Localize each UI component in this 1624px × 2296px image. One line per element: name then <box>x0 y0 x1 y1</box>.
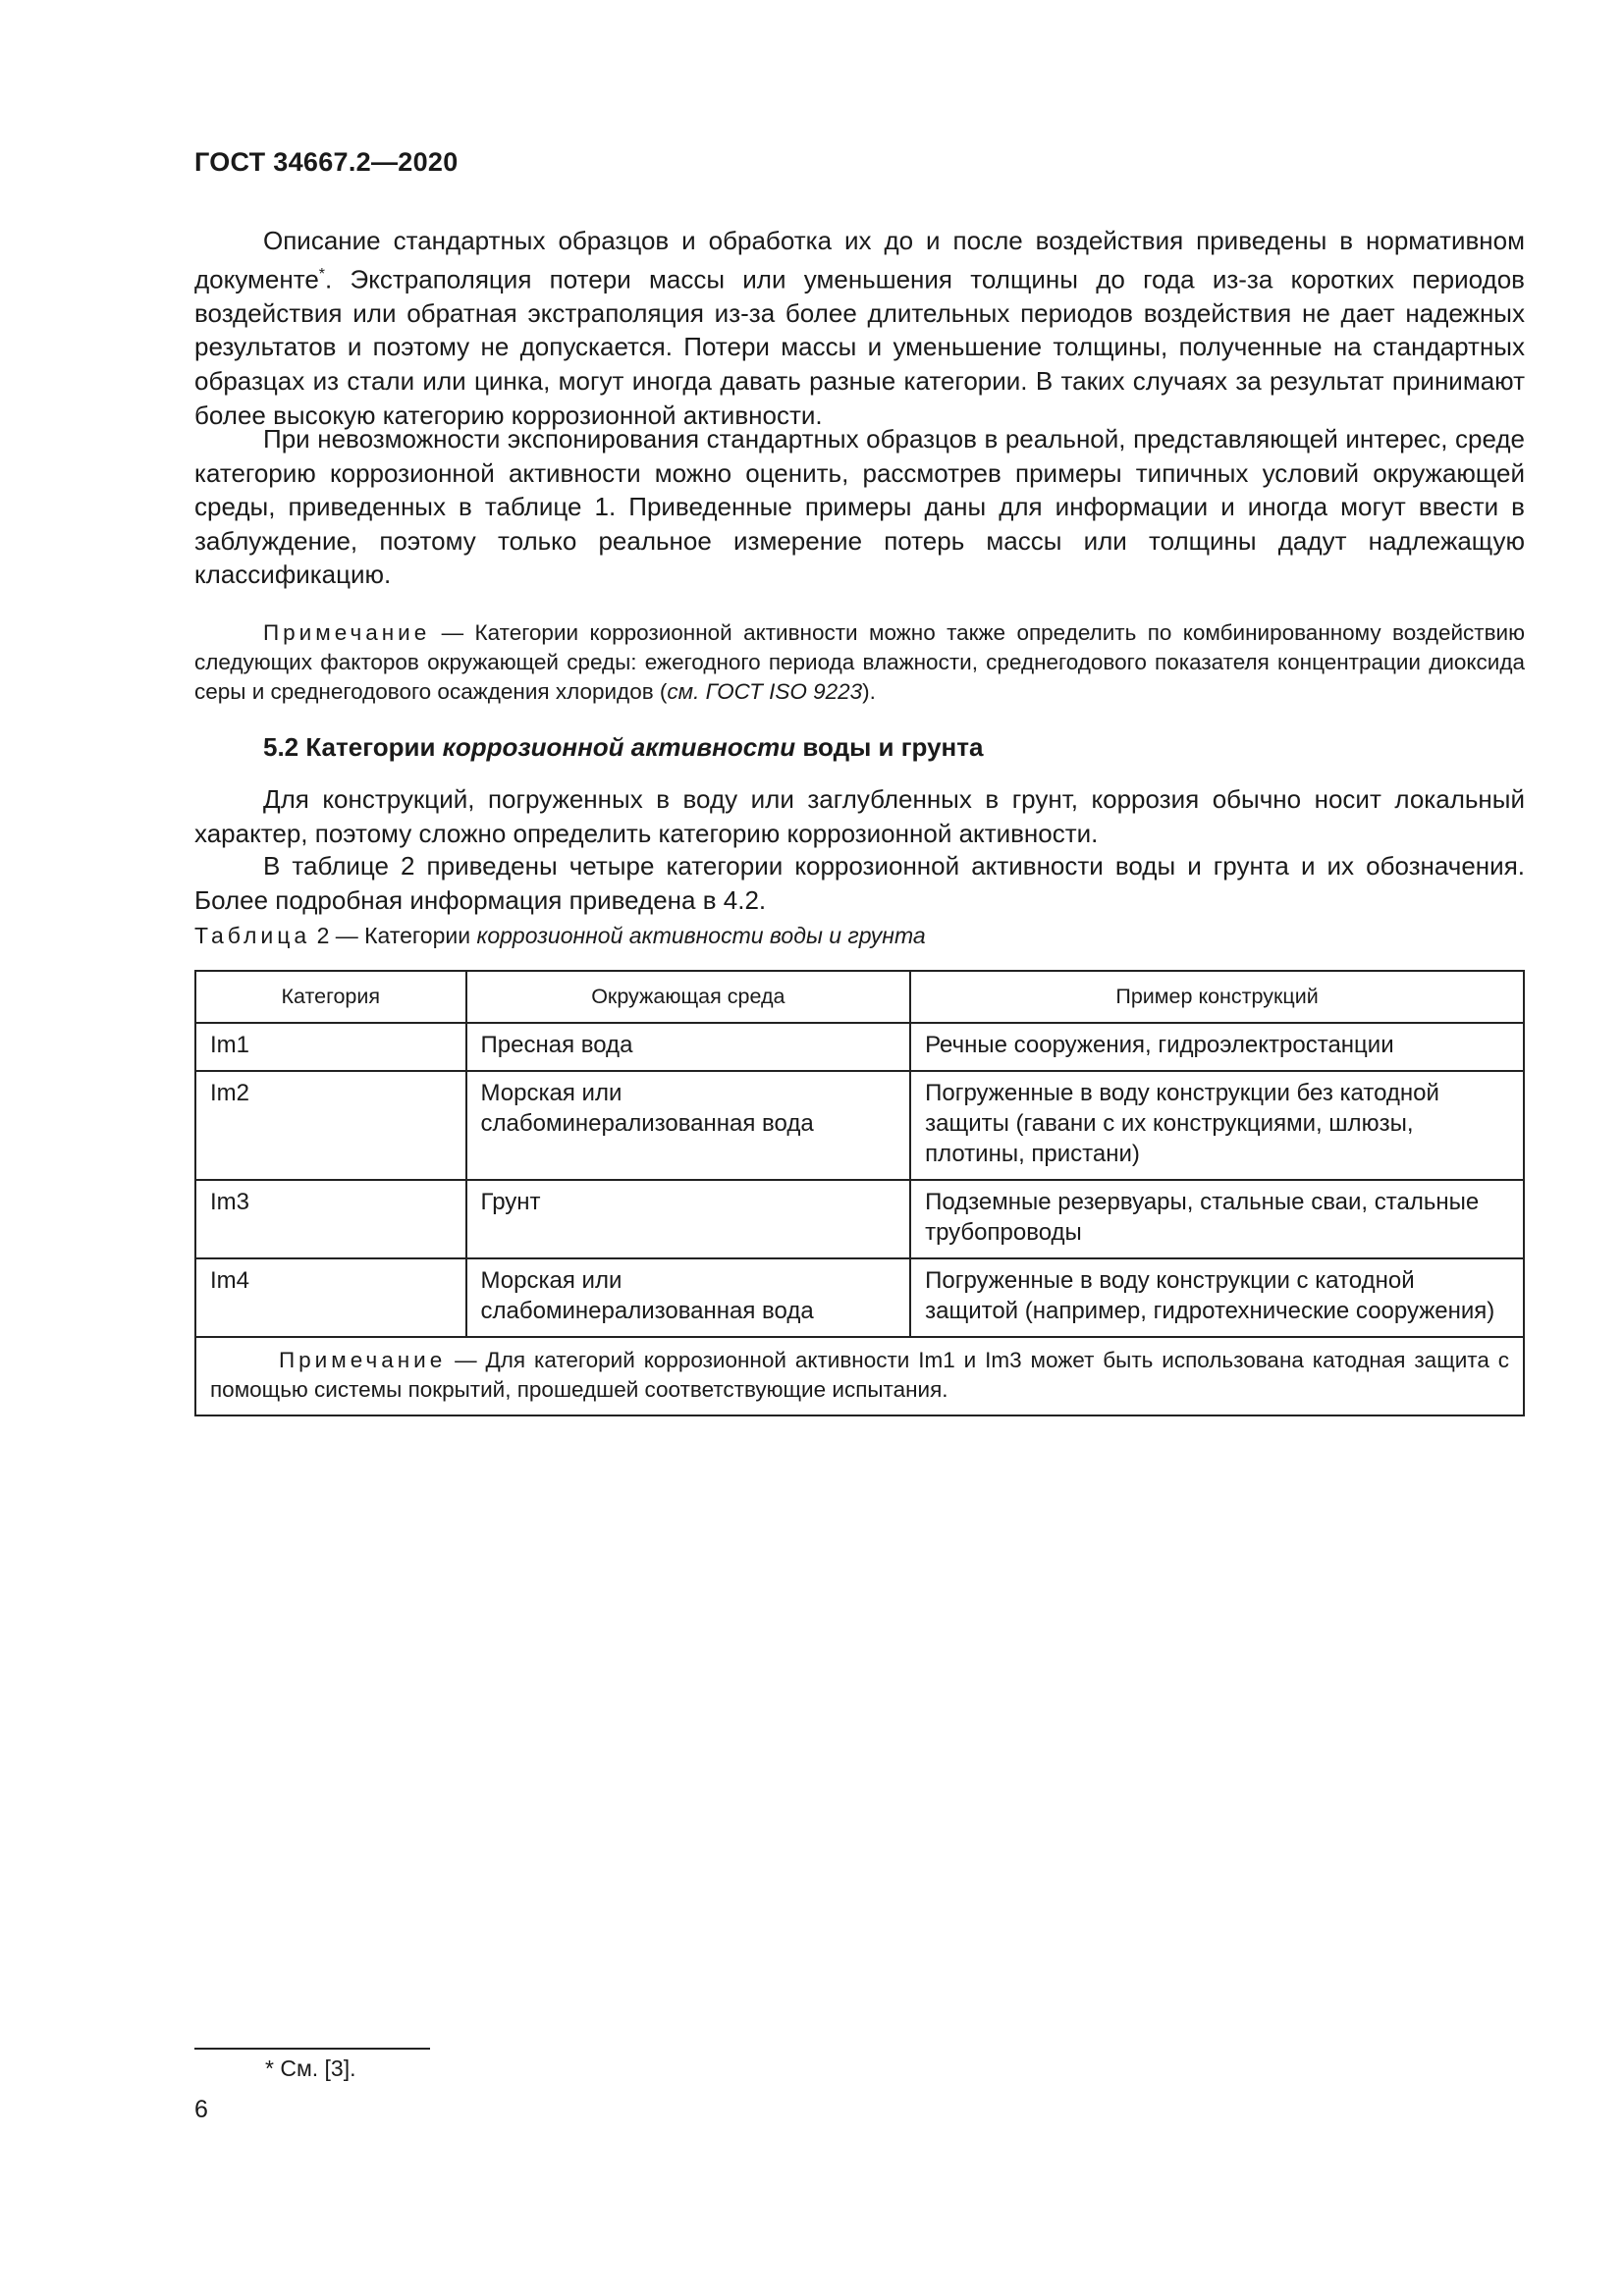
paragraph-1-text-a: Описание стандартных образцов и обработка их до и после воздействия приведены в нормативном документе <box>194 226 1525 294</box>
cell-category: Im1 <box>195 1023 466 1071</box>
note-1-label: Примечание <box>263 620 431 645</box>
header-environment: Окружающая среда <box>466 971 911 1023</box>
paragraph-1-text-b: . Экстраполяция потери массы или уменьшения толщины до года из-за коротких периодов воздействия или обратная экстраполяция из-за более длительных периодов воздействия не дает надежных результатов и поэтому не допускается. Потери массы и уменьшение толщины, полученные на стандартных образцах из стали или цинка, могут иногда давать разные категории. В таких случаях за результат принимают более высокую категорию коррозионной активности. <box>194 264 1525 430</box>
cell-category: Im2 <box>195 1071 466 1180</box>
cell-environment: Грунт <box>466 1180 911 1258</box>
cell-environment: Морская или слабоминерализованная вода <box>466 1258 911 1337</box>
table-note-row <box>195 1337 1524 1415</box>
cell-example: Речные сооружения, гидроэлектростанции <box>910 1023 1524 1071</box>
cell-example: Погруженные в воду конструкции без катодной защиты (гавани с их конструкциями, шлюзы, плотины, пристани) <box>910 1071 1524 1180</box>
section-title-prefix: 5.2 Категории <box>263 732 443 762</box>
table-row <box>195 1180 1524 1258</box>
table-row <box>195 1258 1524 1337</box>
paragraph-3 <box>194 782 1525 850</box>
table-header-row <box>195 971 1524 1023</box>
note-1-text: — Категории коррозионной активности можно также определить по комбинированному воздействию следующих факторов окружающей среды: ежегодного периода влажности, среднегодового показателя концентрации диоксида серы и среднегодового осаждения хлоридов ( <box>194 620 1525 704</box>
cell-category: Im4 <box>195 1258 466 1337</box>
table-caption-italic: коррозионной активности воды и грунта <box>476 923 926 948</box>
header-example: Пример конструкций <box>910 971 1524 1023</box>
cell-category: Im3 <box>195 1180 466 1258</box>
note-1-end: ). <box>862 679 876 704</box>
table-row <box>195 1023 1524 1071</box>
section-title-suffix: воды и грунта <box>795 732 984 762</box>
note-1 <box>194 618 1525 707</box>
footnote: * См. [3]. <box>265 2056 356 2081</box>
page-number: 6 <box>194 2096 208 2123</box>
header-category: Категория <box>195 971 466 1023</box>
footnote-marker: * <box>318 265 326 283</box>
cell-example: Погруженные в воду конструкции с катодной защитой (например, гидротехнические сооружения) <box>910 1258 1524 1337</box>
cell-environment: Морская или слабоминерализованная вода <box>466 1071 911 1180</box>
paragraph-3-text: Для конструкций, погруженных в воду или заглубленных в грунт, коррозия обычно носит локальный характер, поэтому сложно определить категорию коррозионной активности. <box>194 784 1525 848</box>
table-caption-label: Таблица <box>194 923 311 948</box>
document-header: ГОСТ 34667.2—2020 <box>194 147 459 177</box>
table-note-text: — Для категорий коррозионной активности Im1 и Im3 может быть использована катодная защита с помощью системы покрытий, прошедшей соответствующие испытания. <box>210 1348 1509 1402</box>
cell-environment: Пресная вода <box>466 1023 911 1071</box>
paragraph-4-text: В таблице 2 приведены четыре категории коррозионной активности воды и грунта и их обозначения. Более подробная информация приведена в 4.2. <box>194 851 1525 915</box>
table-caption <box>194 923 926 949</box>
footnote-separator <box>194 2048 430 2050</box>
section-title <box>263 732 983 763</box>
table-row <box>195 1071 1524 1180</box>
note-1-reference: см. ГОСТ ISO 9223 <box>667 679 863 704</box>
categories-table <box>194 970 1525 1416</box>
table-note <box>195 1337 1524 1415</box>
cell-example: Подземные резервуары, стальные сваи, стальные трубопроводы <box>910 1180 1524 1258</box>
section-title-italic: коррозионной активности <box>442 732 796 762</box>
paragraph-2 <box>194 422 1525 592</box>
table-caption-number: 2 — Категории <box>310 923 477 948</box>
paragraph-2-text: При невозможности экспонирования стандартных образцов в реальной, представляющей интерес, среде категорию коррозионной активности можно оценить, рассмотрев примеры типичных условий окружающей среды, приведенных в таблице 1. Приведенные примеры даны для информации и иногда могут ввести в заблуждение, поэтому только реальное измерение потерь массы или толщины дадут надлежащую классификацию. <box>194 424 1525 590</box>
paragraph-1 <box>194 224 1525 432</box>
table-note-label: Примечание <box>279 1348 447 1372</box>
paragraph-4 <box>194 849 1525 917</box>
